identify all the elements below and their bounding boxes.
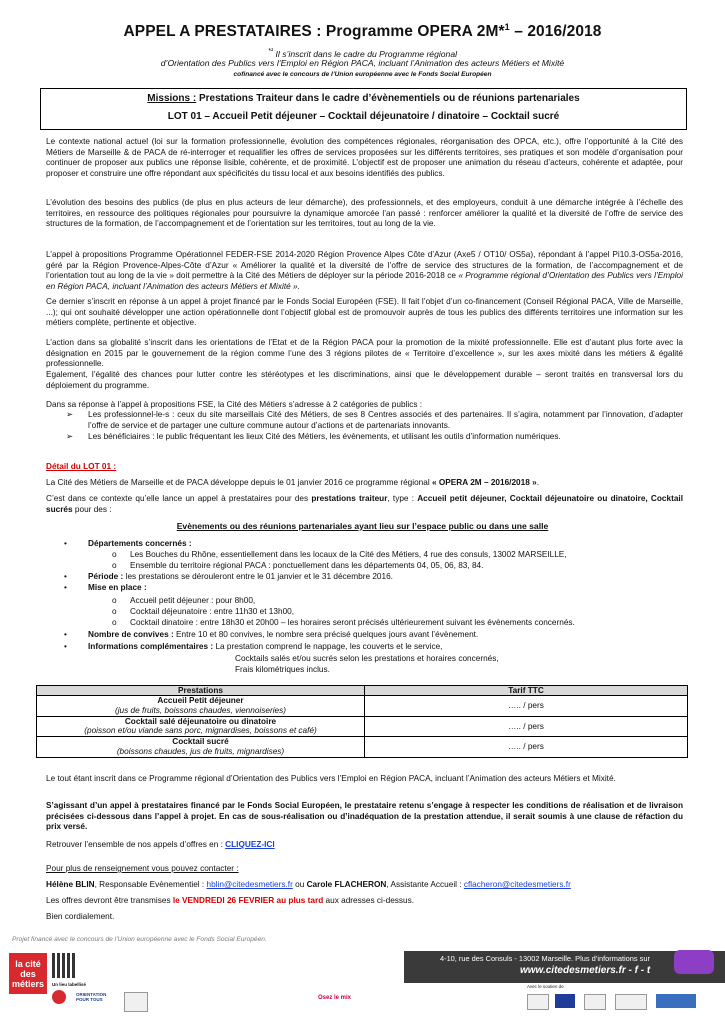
lot-title: LOT 01 – Accueil Petit déjeuner – Cocktail déjeunatoire / dinatoire – Cocktail sucré	[167, 111, 560, 122]
bullet-dot: •	[64, 539, 67, 548]
infos-line-2: Cocktails salés et/ou sucrés selon les prestations et horaires concernés,	[235, 654, 499, 663]
arrow-bullet-icon: ➢	[66, 432, 73, 441]
detail-paragraph-1: La Cité des Métiers de Marseille et de PACA développe depuis le 01 janvier 2016 ce programme régional « OPERA 2M – 2016/2018 ».	[46, 478, 539, 487]
paragraph-mixite: L’action dans sa globalité s’inscrit dans les orientations de l’Etat et de la Région PACA pour la promotion de la mixité professionnelle. Elle est d’autant plus forte avec la désignation en 2015 par le gouvernement de la région comme l’une des 3 régions pilotes de « Territoire d’excellence », sur les axes mixité dans les métiers & égalité professionnelle.	[46, 338, 683, 369]
label-text: Un lieu labellisé	[52, 982, 87, 987]
prestation-desc: (poisson et/ou viande sans porc, mignardises, boissons et café)	[84, 726, 317, 736]
footer-funded-note: Projet financé avec le concours de l’Union européenne avec le Fonds Social Européen.	[12, 936, 267, 943]
prestation-desc: (boissons chaudes, jus de fruits, mignardises)	[116, 746, 285, 756]
marianne-logo-icon	[124, 992, 148, 1012]
paragraph-needs: L’évolution des besoins des publics (de plus en plus acteurs de leur démarche), des professionnels, et des employeurs, conduit à une démarche intégrée à l’échelle des territoires, en ressource des politiques régionales pour poursuivre la dynamique amorcée l’an passé : renforcer améliorer la qualité et la diversité de l’offre de service des structures de la formation, de l’accompagnement et de l’orientation sur les territoires, tout au long de la vie.	[46, 198, 683, 229]
bullet-circle: o	[112, 607, 117, 616]
bullet-circle: o	[112, 550, 117, 559]
prestation-price: ….. / pers	[365, 716, 688, 737]
detail-lot-title: Détail du LOT 01 :	[46, 462, 117, 471]
deadline-line: Les offres devront être transmises le VENDREDI 26 FEVRIER au plus tard aux adresses ci-dessus.	[46, 896, 415, 905]
cite-des-metiers-logo: la cité des métiers	[9, 953, 47, 994]
bullet-circle: o	[112, 561, 117, 570]
departements-label: Départements concernés :	[88, 539, 192, 548]
mise-en-place-1: Accueil petit déjeuner : pour 8h00,	[130, 596, 256, 605]
prestation-desc: (jus de fruits, boissons chaudes, viennoiseries)	[114, 705, 287, 715]
closing-line: Bien cordialement.	[46, 912, 115, 921]
prestation-price: ….. / pers	[365, 696, 688, 717]
table-row	[37, 737, 688, 758]
prestation-price: ….. / pers	[365, 737, 688, 758]
mise-en-place-3: Cocktail dinatoire : entre 18h30 et 20h00 – les horaires seront précisés ultérieurement suivant les évènements concernés.	[130, 618, 575, 627]
paragraph-fse: Ce dernier s’inscrit en réponse à un appel à projet financé par le Fonds Social Européen (FSE). Il fait l’objet d’un co-financement (Conseil Régional PACA, Ville de Marseille, ...); qui ont souhaité développer une action opérationnelle dont l’objectif global est de promouvoir auprès de tous les publics des différents territoires une information sur les métiers complète, pertinente et objective.	[46, 297, 683, 328]
prestation-name: Cocktail sucré	[172, 737, 229, 747]
qr-code-icon	[52, 953, 77, 978]
osez-le-mix-logo: Osez le mix	[318, 995, 352, 1001]
bullet-dot: •	[64, 583, 67, 592]
table-row	[37, 716, 688, 737]
bullet-dot: •	[64, 642, 67, 651]
paragraph-call: L’appel à propositions Programme Opérationnel FEDER-FSE 2014-2020 Région Provence Alpes Côte d’Azur (Axe5 / OT10/ OS5a), répondant à l’appel Pi10.3-OS5a-2016, géré par la Région Provence-Alpes-Côte d’Azur « Améliorer la qualité et la diversité de l’offre de service des structures de la formation, de l’accompagnement et de l’orientation tout au long de la vie » doit permettre à la Cité des Métiers de déployer sur la période 2016-2018 ce « Programme régional d’Orientation des Publics vers l’Emploi en Région PACA, incluant l’Animation des acteurs Métiers et Mixité ».	[46, 250, 683, 291]
bullet-dot: •	[64, 572, 67, 581]
program-note-line2: d’Orientation des Publics vers l’Emploi en Région PACA, incluant l’Animation des acteurs Métiers et Mixité	[160, 58, 565, 68]
table-header-tarif: Tarif TTC	[365, 686, 688, 696]
program-note-line1: $^{*^1}$ Il s’inscrit dans le cadre du Programme régional	[267, 47, 458, 59]
mise-en-place-label: Mise en place :	[88, 583, 147, 592]
page-title: APPEL A PRESTATAIRES : Programme OPERA 2M*$^1$ – 2016/2018	[123, 22, 602, 41]
label-logo-icon	[52, 990, 66, 1004]
eu-flag-icon	[555, 994, 575, 1008]
region-logo-icon	[584, 994, 606, 1010]
republique-logo-icon	[527, 994, 549, 1010]
infos-line-3: Frais kilométriques inclus.	[235, 665, 330, 674]
mission-title: Missions : Prestations Traiteur dans le cadre d’évènementiels ou de réunions partenariales	[147, 93, 580, 104]
paragraph-conditions: S’agissant d’un appel à prestataires financé par le Fonds Social Européen, le prestataire retenu s’engage à respecter les conditions de réalisation et de livraison précisées ci-dessous dans l’appel à projet. En cas de sous-réalisation ou d’inadéquation de la prestation attendue, il serait soumis à une clause de réfaction du prix versé.	[46, 801, 683, 832]
bullet-circle: o	[112, 596, 117, 605]
infos-line: Informations complémentaires : La prestation comprend le nappage, les couverts et le service,	[88, 642, 443, 651]
paragraph-context: Le contexte national actuel (loi sur la formation professionnelle, évolution des compétences régionales, réorganisation des OPCA, etc.), offre l’opportunité à la Cité des Métiers de Marseille & de PACA de ré-interroger et requalifier les offres de services proposées sur les différents territoires, ses pratiques et son modèle d’organisation pour continuer de proposer aux publics une réponse lisible, cohérente, et de proximité. L’objectif est de proposer une animation du réseau d’acteurs, cohérente et adaptée, pour proposer et construire une offre répondant aux spécificités du tissu local et aux besoins identifiés des publics.	[46, 137, 683, 178]
departement-1: Les Bouches du Rhône, essentiellement dans les locaux de la Cité des Métiers, 4 rue des consuls, 13002 MARSEILLE,	[130, 550, 567, 559]
program-note-line3: cofinancé avec le concours de l’Union européenne avec le Fonds Social Européen	[233, 71, 492, 78]
contact-title: Pour plus de renseignement vous pouvez contacter :	[46, 864, 239, 873]
paragraph-egalite: Egalement, l’égalité des chances pour lutter contre les stéréotypes et les discriminations, ainsi que le développement durable – seront traités en transversal lors du déploiement du programme.	[46, 370, 683, 390]
table-row	[37, 696, 688, 717]
email-link-blin[interactable]: hblin@citedesmetiers.fr	[206, 880, 293, 889]
email-link-flacheron[interactable]: cflacheron@citedesmetiers.fr	[463, 880, 571, 889]
prestation-name: Accueil Petit déjeuner	[157, 696, 244, 705]
paragraph-publics: Dans sa réponse à l’appel à propositions FSE, la Cité des Métiers s’adresse à 2 catégories de publics :	[46, 400, 423, 409]
prestation-name: Cocktail salé déjeunatoire ou dinatoire	[124, 716, 277, 726]
bullet-beneficiaires: Les bénéficiaires : le public fréquentant les lieux Cité des Métiers, les évènements, et utilisant les outils d’information numériques.	[88, 432, 561, 441]
ville-marseille-logo-icon	[656, 994, 696, 1008]
bullet-professionnels: Les professionnel-le-s : ceux du site marseillais Cité des Métiers, de ses 8 Centres associés et des partenaires. Il s’agira, notamment par l’innovation, d’adapter l’offre de service et de partager une culture commune autour d’actions et de partenariats innovants.	[88, 410, 683, 430]
orientation-logo: ORIENTATION POUR TOUS	[76, 992, 107, 1002]
price-table	[36, 685, 688, 758]
mise-en-place-2: Cocktail déjeunatoire : entre 11h30 et 13h00,	[130, 607, 295, 616]
paragraph-program: Le tout étant inscrit dans ce Programme régional d’Orientation des Publics vers l’Emploi en Région PACA, incluant l’Animation des acteurs Métiers et Mixité.	[46, 774, 616, 783]
bullet-circle: o	[112, 618, 117, 627]
footer-website[interactable]: www.citedesmetiers.fr - f - t	[520, 965, 651, 976]
periode-line: Période : les prestations se dérouleront entre le 01 janvier et le 31 décembre 2016.	[88, 572, 393, 581]
arrow-bullet-icon: ➢	[66, 410, 73, 419]
metropole-logo-icon	[615, 994, 647, 1010]
paragraph-appels: Retrouver l’ensemble de nos appels d’offres en : CLIQUEZ-ICI	[46, 840, 275, 849]
mission-box	[40, 88, 687, 130]
contact-line: Hélène BLIN, Responsable Evènementiel : hblin@citedesmetiers.fr ou Carole FLACHERON, Assistante Accueil : cflacheron@citedesmetiers.fr	[46, 880, 571, 889]
detail-paragraph-2: C’est dans ce contexte qu’elle lance un appel à prestataires pour des prestations traiteur, type : Accueil petit déjeuner, Cocktail déjeunatoire ou dinatoire, Cocktail sucrés pour des :	[46, 494, 683, 514]
bubble-logo-icon	[674, 950, 714, 974]
events-title: Evènements ou des réunions partenariales ayant lieu sur l’espace public ou dans une salle	[176, 521, 549, 531]
support-label: Avec le soutien de	[527, 984, 564, 989]
bullet-dot: •	[64, 630, 67, 639]
departement-2: Ensemble du territoire régional PACA : ponctuellement dans les départements 04, 05, 06, 83, 84.	[130, 561, 484, 570]
table-header-prestations: Prestations	[37, 686, 365, 696]
convives-line: Nombre de convives : Entre 10 et 80 convives, le nombre sera précisé quelques jours avant l’évènement.	[88, 630, 479, 639]
cliquez-ici-link[interactable]: CLIQUEZ-ICI	[225, 840, 275, 849]
footer-address: 4-10, rue des Consuls - 13002 Marseille. Plus d’informations sur	[440, 954, 650, 963]
